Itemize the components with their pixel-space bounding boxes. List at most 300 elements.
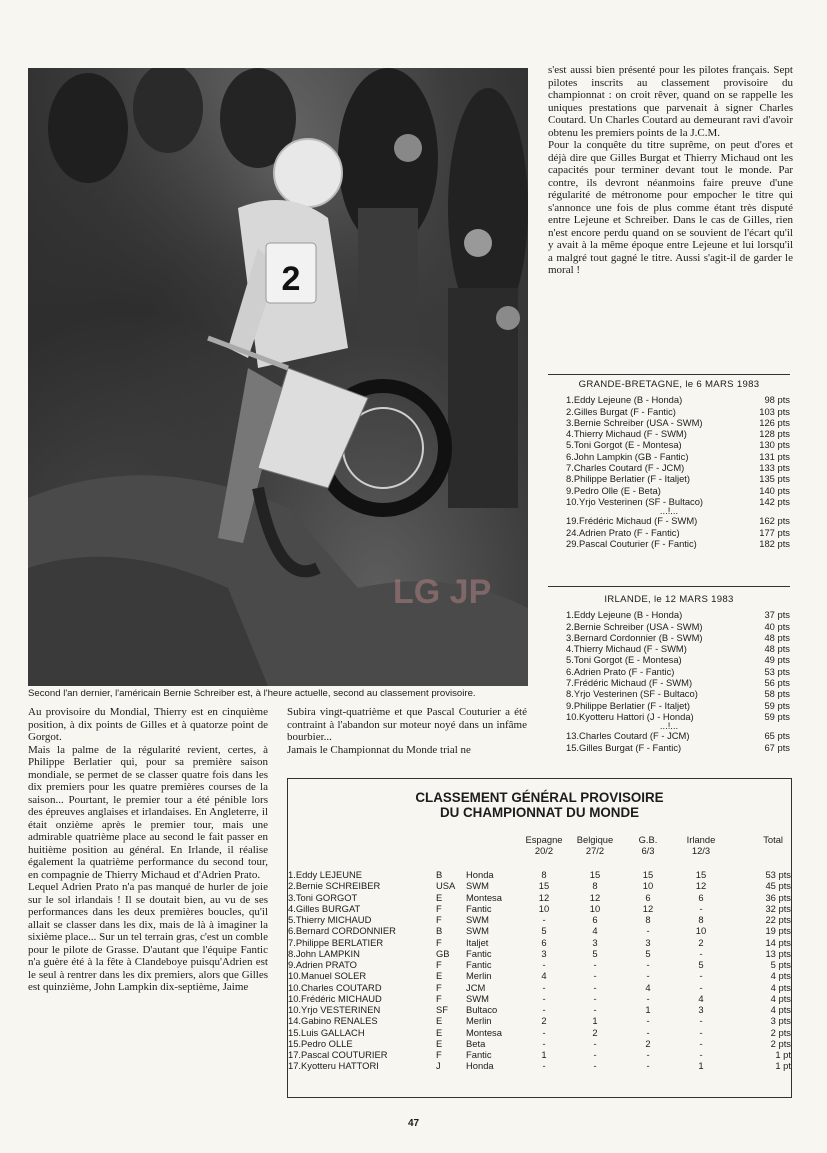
points-total: 19 pts <box>765 925 791 937</box>
nationality: F <box>436 959 442 970</box>
result-points: 131 pts <box>759 450 790 462</box>
points-espagne: 15 <box>538 880 550 892</box>
result-name: Frédéric Michaud (F - SWM) <box>573 677 693 689</box>
result-points: 126 pts <box>759 416 790 428</box>
nationality: E <box>436 1026 443 1038</box>
points-irlande: - <box>699 981 703 993</box>
result-row <box>548 700 790 711</box>
gb-results <box>548 379 790 549</box>
points-belgique: 3 <box>592 936 598 948</box>
points-total: 13 pts <box>765 947 791 959</box>
rider-name: 5.Thierry MICHAUD <box>288 914 372 925</box>
points-irlande: 6 <box>698 891 704 903</box>
standings-header-row <box>288 833 791 857</box>
divider <box>548 374 790 375</box>
result-name: Gilles Burgat (F - Fantic) <box>573 405 676 417</box>
points-belgique: - <box>593 1037 597 1049</box>
result-row <box>548 666 790 677</box>
result-points: 56 pts <box>764 677 790 689</box>
points-irlande: - <box>699 902 703 914</box>
points-belgique: 1 <box>592 1015 598 1027</box>
result-rider <box>566 700 690 711</box>
nationality: USA <box>436 880 456 892</box>
paragraph: Mais la palme de la régularité revient, certes, à Philippe Berlatier qui, pour sa première saison mondiale, se permet de se classer quatre fois dans les dix premiers pour les quatre premières courses de la saison... Pourtant, le premier tour a été pénible lors des épreuves anglaises et irlandaises. En Angleterre, il était onzième après le premier tour, mais une admirable quatrième place au second le fait passer en huitième position au général. En Irlande, il réalise également la quatrième performance du second tour, en compagnie de Thierry Michaud et d'Adrien Prato. <box>28 743 268 881</box>
photo-caption: Second l'an dernier, l'américain Bernie Schreiber est, à l'heure actuelle, second au classement provisoire. <box>28 688 476 699</box>
result-position: 4. <box>566 428 574 440</box>
make: Fantic <box>466 1049 492 1060</box>
result-position: 3. <box>566 631 574 643</box>
table-row <box>288 1004 791 1015</box>
points-belgique: - <box>593 970 597 982</box>
make: SWM <box>466 992 489 1004</box>
result-points: 58 pts <box>764 688 790 700</box>
result-rider <box>566 643 687 654</box>
points-belgique: - <box>593 959 597 970</box>
points-belgique: - <box>593 1004 597 1015</box>
result-points: 128 pts <box>759 428 790 440</box>
make: Honda <box>466 869 494 880</box>
paragraph: Pour la conquête du titre suprême, on peut d'ores et déjà dire que Gilles Burgat et Thierry Michaud ont les capacités pour terminer devant tout le monde. Par contre, ils devront néanmoins faire preuve d'une régularité de métronome pour empocher le titre qui s'annonce une fois de plus comme étant très disputé entre Lejeune et Schreiber. Dans le cas de Gilles, rien n'est encore perdu quand on se souvient de l'écart qu'il y avait à la même époque entre Lejeune et lui lorsqu'il a malgré tout gagné le titre. Aussi s'agit-il de garder le moral ! <box>548 139 793 276</box>
result-points: 130 pts <box>759 439 790 451</box>
make: Honda <box>466 1060 494 1072</box>
points-espagne: - <box>542 981 546 993</box>
result-name: Philippe Berlatier (F - Italjet) <box>573 699 691 711</box>
result-row <box>548 632 790 643</box>
photo-illustration <box>28 68 528 686</box>
ireland-results-title: IRLANDE, le 12 MARS 1983 <box>604 594 734 605</box>
bib-number: 2 <box>281 260 301 298</box>
points-espagne: 1 <box>541 1049 547 1060</box>
result-name: Adrien Prato (F - Fantic) <box>579 526 680 538</box>
result-row <box>548 473 790 484</box>
result-position: 1. <box>566 394 574 406</box>
points-irlande: - <box>699 970 703 982</box>
table-row <box>288 970 791 981</box>
points-total: 4 pts <box>770 970 791 982</box>
points-belgique: 8 <box>592 880 598 892</box>
result-name: John Lampkin (GB - Fantic) <box>573 450 689 462</box>
points-total: 5 pts <box>770 959 791 970</box>
result-position: 6. <box>566 450 574 462</box>
points-belgique: 5 <box>592 947 598 959</box>
points-belgique: - <box>593 992 597 1004</box>
result-rider <box>566 417 703 428</box>
result-position: 7. <box>566 677 574 689</box>
result-name: Bernard Cordonnier (B - SWM) <box>573 631 703 643</box>
standings-title-line2: DU CHAMPIONNAT DU MONDE <box>439 805 640 820</box>
points-total: 2 pts <box>770 1037 791 1049</box>
table-row <box>288 869 791 880</box>
points-total: 4 pts <box>770 1004 791 1015</box>
rider-name: 14.Gabino RENALES <box>288 1015 378 1027</box>
standings-box <box>287 778 792 1098</box>
points-belgique: 2 <box>592 1026 598 1038</box>
table-row <box>288 982 791 993</box>
page-number: 47 <box>407 1118 420 1129</box>
rider-name: 6.Bernard CORDONNIER <box>288 925 396 937</box>
result-rider <box>566 527 680 538</box>
table-row <box>288 1038 791 1049</box>
points-gb: - <box>646 925 650 937</box>
make: Montesa <box>466 891 502 903</box>
points-gb: - <box>646 1049 650 1060</box>
result-row <box>548 730 790 741</box>
table-row <box>288 880 791 891</box>
rider-name: 3.Toni GORGOT <box>288 891 358 903</box>
points-belgique: 15 <box>589 869 601 880</box>
points-gb: - <box>646 992 650 1004</box>
result-row <box>548 742 790 753</box>
left-column-text <box>28 706 268 994</box>
result-position: 5. <box>566 439 574 451</box>
result-name: Thierry Michaud (F - SWM) <box>573 428 687 440</box>
rider-name: 10.Frédéric MICHAUD <box>288 992 382 1004</box>
nationality: F <box>436 914 442 925</box>
points-irlande: 5 <box>698 959 704 970</box>
table-row <box>288 1049 791 1060</box>
result-name: Charles Coutard (F - JCM) <box>573 462 685 474</box>
make: Fantic <box>466 959 492 970</box>
points-gb: 3 <box>645 936 651 948</box>
result-position: 29. <box>566 537 580 549</box>
points-total: 53 pts <box>765 869 791 880</box>
points-total: 32 pts <box>765 902 791 914</box>
points-irlande: 1 <box>698 1060 704 1072</box>
points-gb: 2 <box>645 1037 651 1049</box>
result-row <box>548 654 790 665</box>
paragraph: Au provisoire du Mondial, Thierry est en cinquième position, à dix points de Gilles et à quatorze point de Gorgot. <box>28 706 268 743</box>
make: JCM <box>466 981 486 993</box>
rider-photo <box>28 68 528 686</box>
result-rider <box>566 394 682 405</box>
table-row <box>288 903 791 914</box>
points-espagne: 8 <box>541 869 547 880</box>
header-total: Total <box>763 834 783 845</box>
points-espagne: - <box>542 992 546 1004</box>
result-row <box>548 428 790 439</box>
result-row <box>548 462 790 473</box>
make: SWM <box>466 914 489 925</box>
points-gb: 1 <box>645 1004 651 1015</box>
points-irlande: 15 <box>695 869 707 880</box>
result-name: Bernie Schreiber (USA - SWM) <box>573 416 703 428</box>
table-row <box>288 892 791 903</box>
result-position: 13. <box>566 730 580 742</box>
result-rider <box>566 406 676 417</box>
points-belgique: - <box>593 1060 597 1072</box>
points-espagne: 5 <box>541 925 547 937</box>
points-irlande: 8 <box>698 914 704 925</box>
result-name: Toni Gorgot (E - Montesa) <box>573 439 682 451</box>
result-rider <box>566 654 682 665</box>
paragraph: Subira vingt-quatrième et que Pascal Couturier a été contraint à l'abandon sur moteur noyé dans un infâme bourbier... <box>287 706 527 743</box>
nationality: E <box>436 1015 443 1027</box>
points-gb: 4 <box>645 981 651 993</box>
result-position: 24. <box>566 526 580 538</box>
points-espagne: - <box>542 914 546 925</box>
points-total: 36 pts <box>765 891 791 903</box>
points-belgique: 10 <box>589 902 601 914</box>
result-row <box>548 417 790 428</box>
result-position: 10. <box>566 710 580 722</box>
points-total: 14 pts <box>765 936 791 948</box>
result-position: 3. <box>566 416 574 428</box>
header-gb: G.B. 6/3 <box>638 834 658 856</box>
result-rider <box>566 485 661 496</box>
result-position: 15. <box>566 741 580 753</box>
points-belgique: 12 <box>589 891 601 903</box>
nationality: GB <box>436 947 450 959</box>
result-rider <box>566 666 674 677</box>
points-espagne: - <box>542 1004 546 1015</box>
nationality: F <box>436 1049 442 1060</box>
result-name: Kyotteru Hattori (J - Honda) <box>579 710 694 722</box>
table-row <box>288 993 791 1004</box>
nationality: E <box>436 970 443 982</box>
result-points: 53 pts <box>764 665 790 677</box>
points-irlande: 2 <box>698 936 704 948</box>
nationality: B <box>436 869 443 880</box>
result-points: 40 pts <box>764 620 790 632</box>
points-belgique: - <box>593 1049 597 1060</box>
header-espagne: Espagne 20/2 <box>525 834 563 856</box>
points-total: 45 pts <box>765 880 791 892</box>
standings-title-line1: CLASSEMENT GÉNÉRAL PROVISOIRE <box>415 790 664 805</box>
result-rider <box>566 609 682 620</box>
result-points: 140 pts <box>759 484 790 496</box>
result-position: 9. <box>566 484 574 496</box>
points-total: 2 pts <box>770 1026 791 1038</box>
table-row <box>288 925 791 936</box>
result-row <box>548 451 790 462</box>
result-name: Bernie Schreiber (USA - SWM) <box>573 620 703 632</box>
points-irlande: - <box>699 1015 703 1027</box>
watermark: LG JP <box>393 573 492 611</box>
points-total: 3 pts <box>770 1015 791 1027</box>
points-belgique: 4 <box>592 925 598 937</box>
points-irlande: 3 <box>698 1004 704 1015</box>
result-row <box>548 439 790 450</box>
result-row <box>548 677 790 688</box>
rider-name: 4.Gilles BURGAT <box>288 902 361 914</box>
points-irlande: 12 <box>695 880 707 892</box>
gb-results-title: GRANDE-BRETAGNE, le 6 MARS 1983 <box>578 379 760 390</box>
result-rider <box>566 688 698 699</box>
table-row <box>288 948 791 959</box>
separator: ...!... <box>659 720 679 732</box>
rider-name: 1.Eddy LEJEUNE <box>288 869 362 880</box>
table-row <box>288 959 791 970</box>
rider-name: 15.Pedro OLLE <box>288 1037 353 1049</box>
result-points: 98 pts <box>764 394 790 406</box>
result-points: 65 pts <box>764 730 790 742</box>
result-position: 8. <box>566 688 574 700</box>
result-rider <box>566 428 687 439</box>
nationality: J <box>436 1060 441 1072</box>
paragraph: Lequel Adrien Prato n'a pas manqué de hurler de joie sur le sol irlandais ! Il se doutait bien, au vu de ses performances dans les deux premières boucles, qu'il allait se classer dans les dix, mais de là à imaginer la sixième place... Sur un tel terrain gras, c'est un comble pour le pilote de Grasse. D'autant que l'équipe Fantic n'a guère été à la fête à Clandeboye puisqu'Adrien est le seul à rentrer dans les dix premiers, alors que Gilles est quinzième, John Lampkin dix-septième, Jaime <box>28 881 268 993</box>
points-irlande: - <box>699 947 703 959</box>
result-rider <box>566 515 697 526</box>
result-row <box>548 406 790 417</box>
header-irlande: Irlande 12/3 <box>686 834 716 856</box>
nationality: F <box>436 992 442 1004</box>
result-points: 103 pts <box>759 405 790 417</box>
result-rider <box>566 632 703 643</box>
result-position: 8. <box>566 473 574 485</box>
result-points: 59 pts <box>764 710 790 722</box>
points-espagne: - <box>542 1026 546 1038</box>
points-irlande: 4 <box>698 992 704 1004</box>
result-rider <box>566 730 689 741</box>
make: Merlin <box>466 1015 492 1027</box>
result-position: 19. <box>566 515 580 527</box>
result-name: Yrjo Vesterinen (SF - Bultaco) <box>579 495 704 507</box>
points-gb: 8 <box>645 914 651 925</box>
result-points: 182 pts <box>759 537 790 549</box>
divider <box>548 586 790 587</box>
result-name: Pascal Couturier (F - Fantic) <box>579 537 697 549</box>
nationality: SF <box>436 1004 448 1015</box>
make: Beta <box>466 1037 486 1049</box>
result-position: 6. <box>566 665 574 677</box>
paragraph: s'est aussi bien présenté pour les pilotes français. Sept pilotes inscrits au classement provisoire du championnat : on croit rêver, quand on se rappelle les uniques prestations que parvenait à signer Charles Coutard. Un Charles Coutard au demeurant ravi d'avoir obtenu les premiers points de la J.C.M. <box>548 64 793 139</box>
rider-name: 10.Manuel SOLER <box>288 970 367 982</box>
result-position: 9. <box>566 699 574 711</box>
result-position: 1. <box>566 609 574 621</box>
points-espagne: 6 <box>541 936 547 948</box>
points-gb: - <box>646 1060 650 1072</box>
rider-name: 10.Yrjo VESTERINEN <box>288 1004 381 1015</box>
rider-name: 15.Luis GALLACH <box>288 1026 365 1038</box>
ireland-results <box>548 594 790 753</box>
result-points: 49 pts <box>764 654 790 666</box>
nationality: E <box>436 1037 443 1049</box>
points-total: 4 pts <box>770 992 791 1004</box>
table-row <box>288 1027 791 1038</box>
result-position: 7. <box>566 462 574 474</box>
points-irlande: - <box>699 1026 703 1038</box>
points-espagne: - <box>542 1060 546 1072</box>
points-gb: 15 <box>642 869 654 880</box>
rider-name: 8.John LAMPKIN <box>288 947 360 959</box>
result-name: Eddy Lejeune (B - Honda) <box>573 609 683 621</box>
nationality: E <box>436 891 443 903</box>
rider-name: 7.Philippe BERLATIER <box>288 936 384 948</box>
points-belgique: - <box>593 981 597 993</box>
nationality: F <box>436 936 442 948</box>
result-position: 2. <box>566 405 574 417</box>
points-irlande: - <box>699 1037 703 1049</box>
result-points: 37 pts <box>764 609 790 621</box>
points-irlande: - <box>699 1049 703 1060</box>
result-name: Pedro Olle (E - Beta) <box>573 484 661 496</box>
nationality: F <box>436 902 442 914</box>
result-name: Thierry Michaud (F - SWM) <box>573 643 687 655</box>
points-espagne: - <box>542 959 546 970</box>
middle-column-text <box>287 706 527 756</box>
points-gb: 10 <box>642 880 654 892</box>
result-points: 48 pts <box>764 631 790 643</box>
make: Bultaco <box>466 1004 498 1015</box>
result-rider <box>566 462 684 473</box>
result-name: Gilles Burgat (F - Fantic) <box>579 741 682 753</box>
result-points: 135 pts <box>759 473 790 485</box>
points-gb: 5 <box>645 947 651 959</box>
make: Fantic <box>466 947 492 959</box>
points-gb: - <box>646 1026 650 1038</box>
table-row <box>288 1060 791 1071</box>
points-total: 22 pts <box>765 914 791 925</box>
points-espagne: 3 <box>541 947 547 959</box>
result-rider <box>566 451 688 462</box>
result-points: 133 pts <box>759 462 790 474</box>
make: Fantic <box>466 902 492 914</box>
result-rider <box>566 742 681 753</box>
make: Merlin <box>466 970 492 982</box>
points-espagne: 12 <box>538 891 550 903</box>
nationality: B <box>436 925 443 937</box>
result-row <box>548 515 790 526</box>
points-espagne: 4 <box>541 970 547 982</box>
make: Montesa <box>466 1026 502 1038</box>
result-points: 59 pts <box>764 699 790 711</box>
result-row <box>548 621 790 632</box>
header-belgique: Belgique 27/2 <box>576 834 614 856</box>
rider-name: 10.Charles COUTARD <box>288 981 382 993</box>
table-row <box>288 1015 791 1026</box>
result-name: Frédéric Michaud (F - SWM) <box>579 515 698 527</box>
nationality: F <box>436 981 442 993</box>
points-espagne: 10 <box>538 902 550 914</box>
result-rider <box>566 496 703 507</box>
result-name: Charles Coutard (F - JCM) <box>579 730 690 742</box>
points-gb: - <box>646 1015 650 1027</box>
make: SWM <box>466 880 489 892</box>
points-total: 1 pt <box>775 1060 791 1072</box>
points-belgique: 6 <box>592 914 598 925</box>
points-gb: - <box>646 970 650 982</box>
result-rider <box>566 677 692 688</box>
rider-name: 9.Adrien PRATO <box>288 959 357 970</box>
result-row <box>548 394 790 405</box>
result-points: 177 pts <box>759 526 790 538</box>
result-name: Yrjo Vesterinen (SF - Bultaco) <box>573 688 698 700</box>
result-name: Philippe Berlatier (F - Italjet) <box>573 473 691 485</box>
result-row <box>548 688 790 699</box>
points-irlande: 10 <box>695 925 707 937</box>
points-espagne: 2 <box>541 1015 547 1027</box>
result-rider <box>566 538 697 549</box>
result-row <box>548 485 790 496</box>
right-column-text <box>548 64 793 277</box>
result-name: Toni Gorgot (E - Montesa) <box>573 654 682 666</box>
result-row <box>548 527 790 538</box>
result-points: 142 pts <box>759 495 790 507</box>
result-points: 48 pts <box>764 643 790 655</box>
make: SWM <box>466 925 489 937</box>
result-row <box>548 643 790 654</box>
result-position: 10. <box>566 495 580 507</box>
points-gb: 12 <box>642 902 654 914</box>
result-position: 4. <box>566 643 574 655</box>
rider-name: 17.Pascal COUTURIER <box>288 1049 388 1060</box>
rider-name: 2.Bernie SCHREIBER <box>288 880 381 892</box>
result-rider <box>566 439 682 450</box>
points-gb: 6 <box>645 891 651 903</box>
table-row <box>288 937 791 948</box>
points-espagne: - <box>542 1037 546 1049</box>
points-total: 4 pts <box>770 981 791 993</box>
